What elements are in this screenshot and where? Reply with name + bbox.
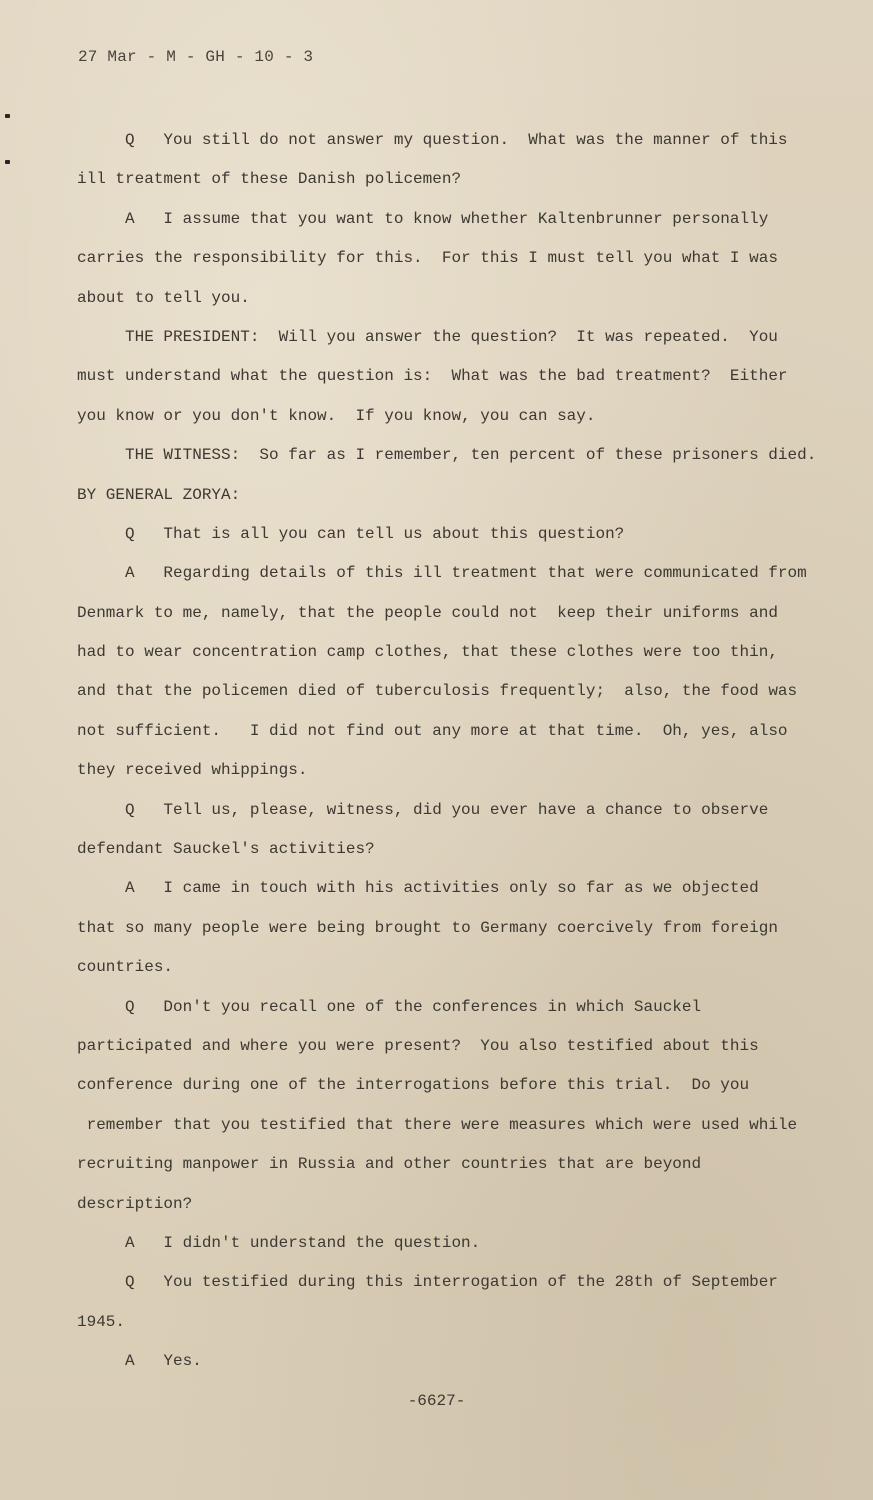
transcript-line: they received whippings. [77, 761, 308, 780]
transcript-line: that so many people were being brought to Germany coercively from foreign [77, 918, 778, 937]
transcript-line: A I assume that you want to know whether Kaltenbrunner personally [125, 209, 769, 228]
transcript-line: A I came in touch with his activities only so far as we objected [125, 879, 759, 898]
transcript-line: and that the policemen died of tuberculosis frequently; also, the food was [77, 682, 798, 701]
transcript-line: 1945. [77, 1312, 126, 1331]
margin-mark [5, 114, 10, 118]
document-reference: 27 Mar - M - GH - 10 - 3 [78, 48, 314, 66]
transcript-line: Q Tell us, please, witness, did you ever have a chance to observe [125, 800, 769, 819]
transcript-line: THE PRESIDENT: Will you answer the question? It was repeated. You [125, 327, 778, 346]
transcript-line: Q You testified during this interrogation of the 28th of September [125, 1273, 778, 1292]
transcript-line: had to wear concentration camp clothes, that these clothes were too thin, [77, 643, 778, 662]
transcript-line: participated and where you were present? You also testified about this [77, 1036, 759, 1055]
transcript-line: recruiting manpower in Russia and other countries that are beyond [77, 1155, 702, 1174]
transcript-line: defendant Sauckel's activities? [77, 840, 375, 859]
transcript-body [77, 121, 822, 1382]
transcript-line: must understand what the question is: What was the bad treatment? Either [77, 367, 788, 386]
transcript-line: not sufficient. I did not find out any more at that time. Oh, yes, also [77, 721, 788, 740]
transcript-line: Denmark to me, namely, that the people could not keep their uniforms and [77, 603, 778, 622]
page-number: -6627- [407, 1392, 466, 1410]
margin-mark [5, 160, 10, 164]
transcript-line: description? [77, 1194, 193, 1213]
transcript-line: about to tell you. [77, 288, 250, 307]
transcript-line: BY GENERAL ZORYA: [77, 485, 241, 504]
transcript-line: ill treatment of these Danish policemen? [77, 170, 462, 189]
transcript-line: carries the responsibility for this. For this I must tell you what I was [77, 249, 778, 268]
transcript-line: A I didn't understand the question. [125, 1233, 481, 1252]
transcript-line: countries. [77, 958, 174, 977]
transcript-line: THE WITNESS: So far as I remember, ten percent of these prisoners died. [125, 446, 817, 465]
transcript-line: A Regarding details of this ill treatment that were communicated from [125, 564, 807, 583]
transcript-line: you know or you don't know. If you know, you can say. [77, 406, 596, 425]
transcript-line: remember that you testified that there were measures which were used while [77, 1115, 798, 1134]
transcript-line: Q You still do not answer my question. What was the manner of this [125, 131, 788, 149]
transcript-line: A Yes. [125, 1352, 202, 1371]
transcript-line: conference during one of the interrogations before this trial. Do you [77, 1076, 750, 1095]
transcript-line: Q Don't you recall one of the conferences in which Sauckel [125, 997, 702, 1016]
transcript-line: Q That is all you can tell us about this question? [125, 524, 625, 543]
